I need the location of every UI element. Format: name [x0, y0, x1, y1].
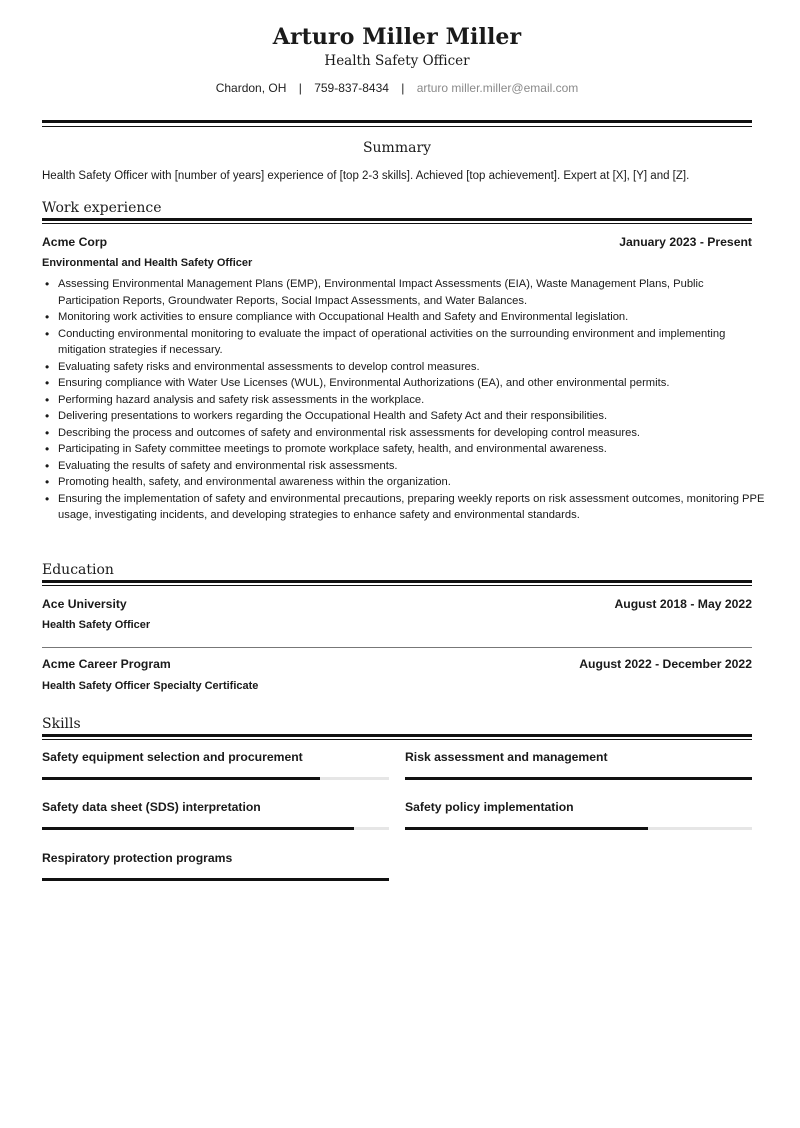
- skill-level-bar: [42, 878, 389, 881]
- skills-rule-thick: [42, 734, 752, 737]
- education-heading: Education: [42, 562, 114, 578]
- work-company: Acme Corp: [42, 235, 108, 249]
- work-bullet: • Ensuring the implementation of safety and environmental precautions, preparing weekly reports on risk assessment outcomes, monitoring PPE usage, investigating incidents, and developing strategies to enhance safety and environmental standards.: [58, 491, 768, 524]
- work-bullet: • Performing hazard analysis and safety risk assessments in the workplace.: [58, 392, 768, 409]
- skill-name: Safety equipment selection and procurement: [42, 750, 303, 764]
- education-dates: August 2018 - May 2022: [614, 597, 752, 611]
- work-bullet: • Assessing Environmental Management Plans (EMP), Environmental Impact Assessments (EIA), Waste Management Plans, Public Participation Reports, Groundwater Reports, Social Impact Assessments, and Water Balances.: [58, 276, 768, 309]
- work-bullet: • Describing the process and outcomes of safety and environmental risk assessments for developing control measures.: [58, 425, 768, 442]
- work-bullet: • Monitoring work activities to ensure compliance with Occupational Health and Safety and Environmental legislation.: [58, 309, 768, 326]
- work-bullet: • Promoting health, safety, and environmental awareness within the organization.: [58, 474, 768, 491]
- education-degree: Health Safety Officer Specialty Certificate: [42, 680, 259, 692]
- education-rule-thick: [42, 580, 752, 583]
- skill-item: [405, 800, 752, 830]
- skill-name: Risk assessment and management: [405, 750, 608, 764]
- skill-level-bar: [42, 827, 389, 830]
- skill-level-bar: [405, 827, 752, 830]
- candidate-title: Health Safety Officer: [324, 53, 470, 69]
- work-bullet: • Ensuring compliance with Water Use Licenses (WUL), Environmental Authorizations (EA), and other environmental permits.: [58, 375, 768, 392]
- skill-name: Safety policy implementation: [405, 800, 574, 814]
- work-role: Environmental and Health Safety Officer: [42, 257, 253, 269]
- contact-separator: |: [401, 81, 405, 95]
- contact-location: Chardon, OH: [215, 81, 287, 95]
- summary-heading: Summary: [362, 140, 432, 156]
- work-bullet: • Evaluating safety risks and environmental assessments to develop control measures.: [58, 359, 768, 376]
- contact-email[interactable]: arturo miller.miller@email.com: [416, 81, 579, 95]
- work-bullet: • Delivering presentations to workers regarding the Occupational Health and Safety Act and their responsibilities.: [58, 408, 768, 425]
- contact-line: [42, 81, 752, 95]
- education-dates: August 2022 - December 2022: [579, 657, 752, 671]
- skills-heading: Skills: [42, 716, 81, 732]
- skill-level-fill: [405, 827, 648, 830]
- skill-level-fill: [42, 827, 354, 830]
- work-bullet: • Conducting environmental monitoring to evaluate the impact of operational activities on the surrounding environment and implementing mitigation strategies if necessary.: [58, 326, 768, 359]
- skill-level-bar: [42, 777, 389, 780]
- work-rule-thin: [42, 223, 752, 224]
- skill-level-fill: [42, 878, 389, 881]
- education-degree: Health Safety Officer: [42, 619, 151, 631]
- work-rule-thick: [42, 218, 752, 221]
- education-school: Ace University: [42, 597, 127, 611]
- education-school: Acme Career Program: [42, 657, 171, 671]
- education-divider: [42, 647, 752, 648]
- education-rule-thin: [42, 585, 752, 586]
- header-rule-thick: [42, 120, 752, 123]
- work-bullet: • Evaluating the results of safety and environmental risk assessments.: [58, 458, 768, 475]
- skill-item: [42, 851, 389, 881]
- skill-level-fill: [42, 777, 320, 780]
- skill-name: Respiratory protection programs: [42, 851, 233, 865]
- work-bullet: • Participating in Safety committee meetings to promote workplace safety, health, and environmental awareness.: [58, 441, 768, 458]
- skill-level-bar: [405, 777, 752, 780]
- skill-name: Safety data sheet (SDS) interpretation: [42, 800, 261, 814]
- skill-level-fill: [405, 777, 752, 780]
- candidate-name: Arturo Miller Miller: [272, 24, 522, 50]
- header-rule-thin: [42, 126, 752, 127]
- skill-item: [42, 800, 389, 830]
- work-heading: Work experience: [42, 200, 162, 216]
- work-dates: January 2023 - Present: [619, 235, 752, 249]
- skill-item: [42, 750, 389, 780]
- contact-phone: 759-837-8434: [314, 81, 389, 95]
- work-bullet-list: [42, 276, 768, 524]
- summary-text: Health Safety Officer with [number of years] experience of [top 2-3 skills]. Achieved [top achievement]. Expert at [X], [Y] and [Z].: [42, 170, 690, 182]
- skill-item: [405, 750, 752, 780]
- skills-rule-thin: [42, 739, 752, 740]
- contact-separator: |: [298, 81, 302, 95]
